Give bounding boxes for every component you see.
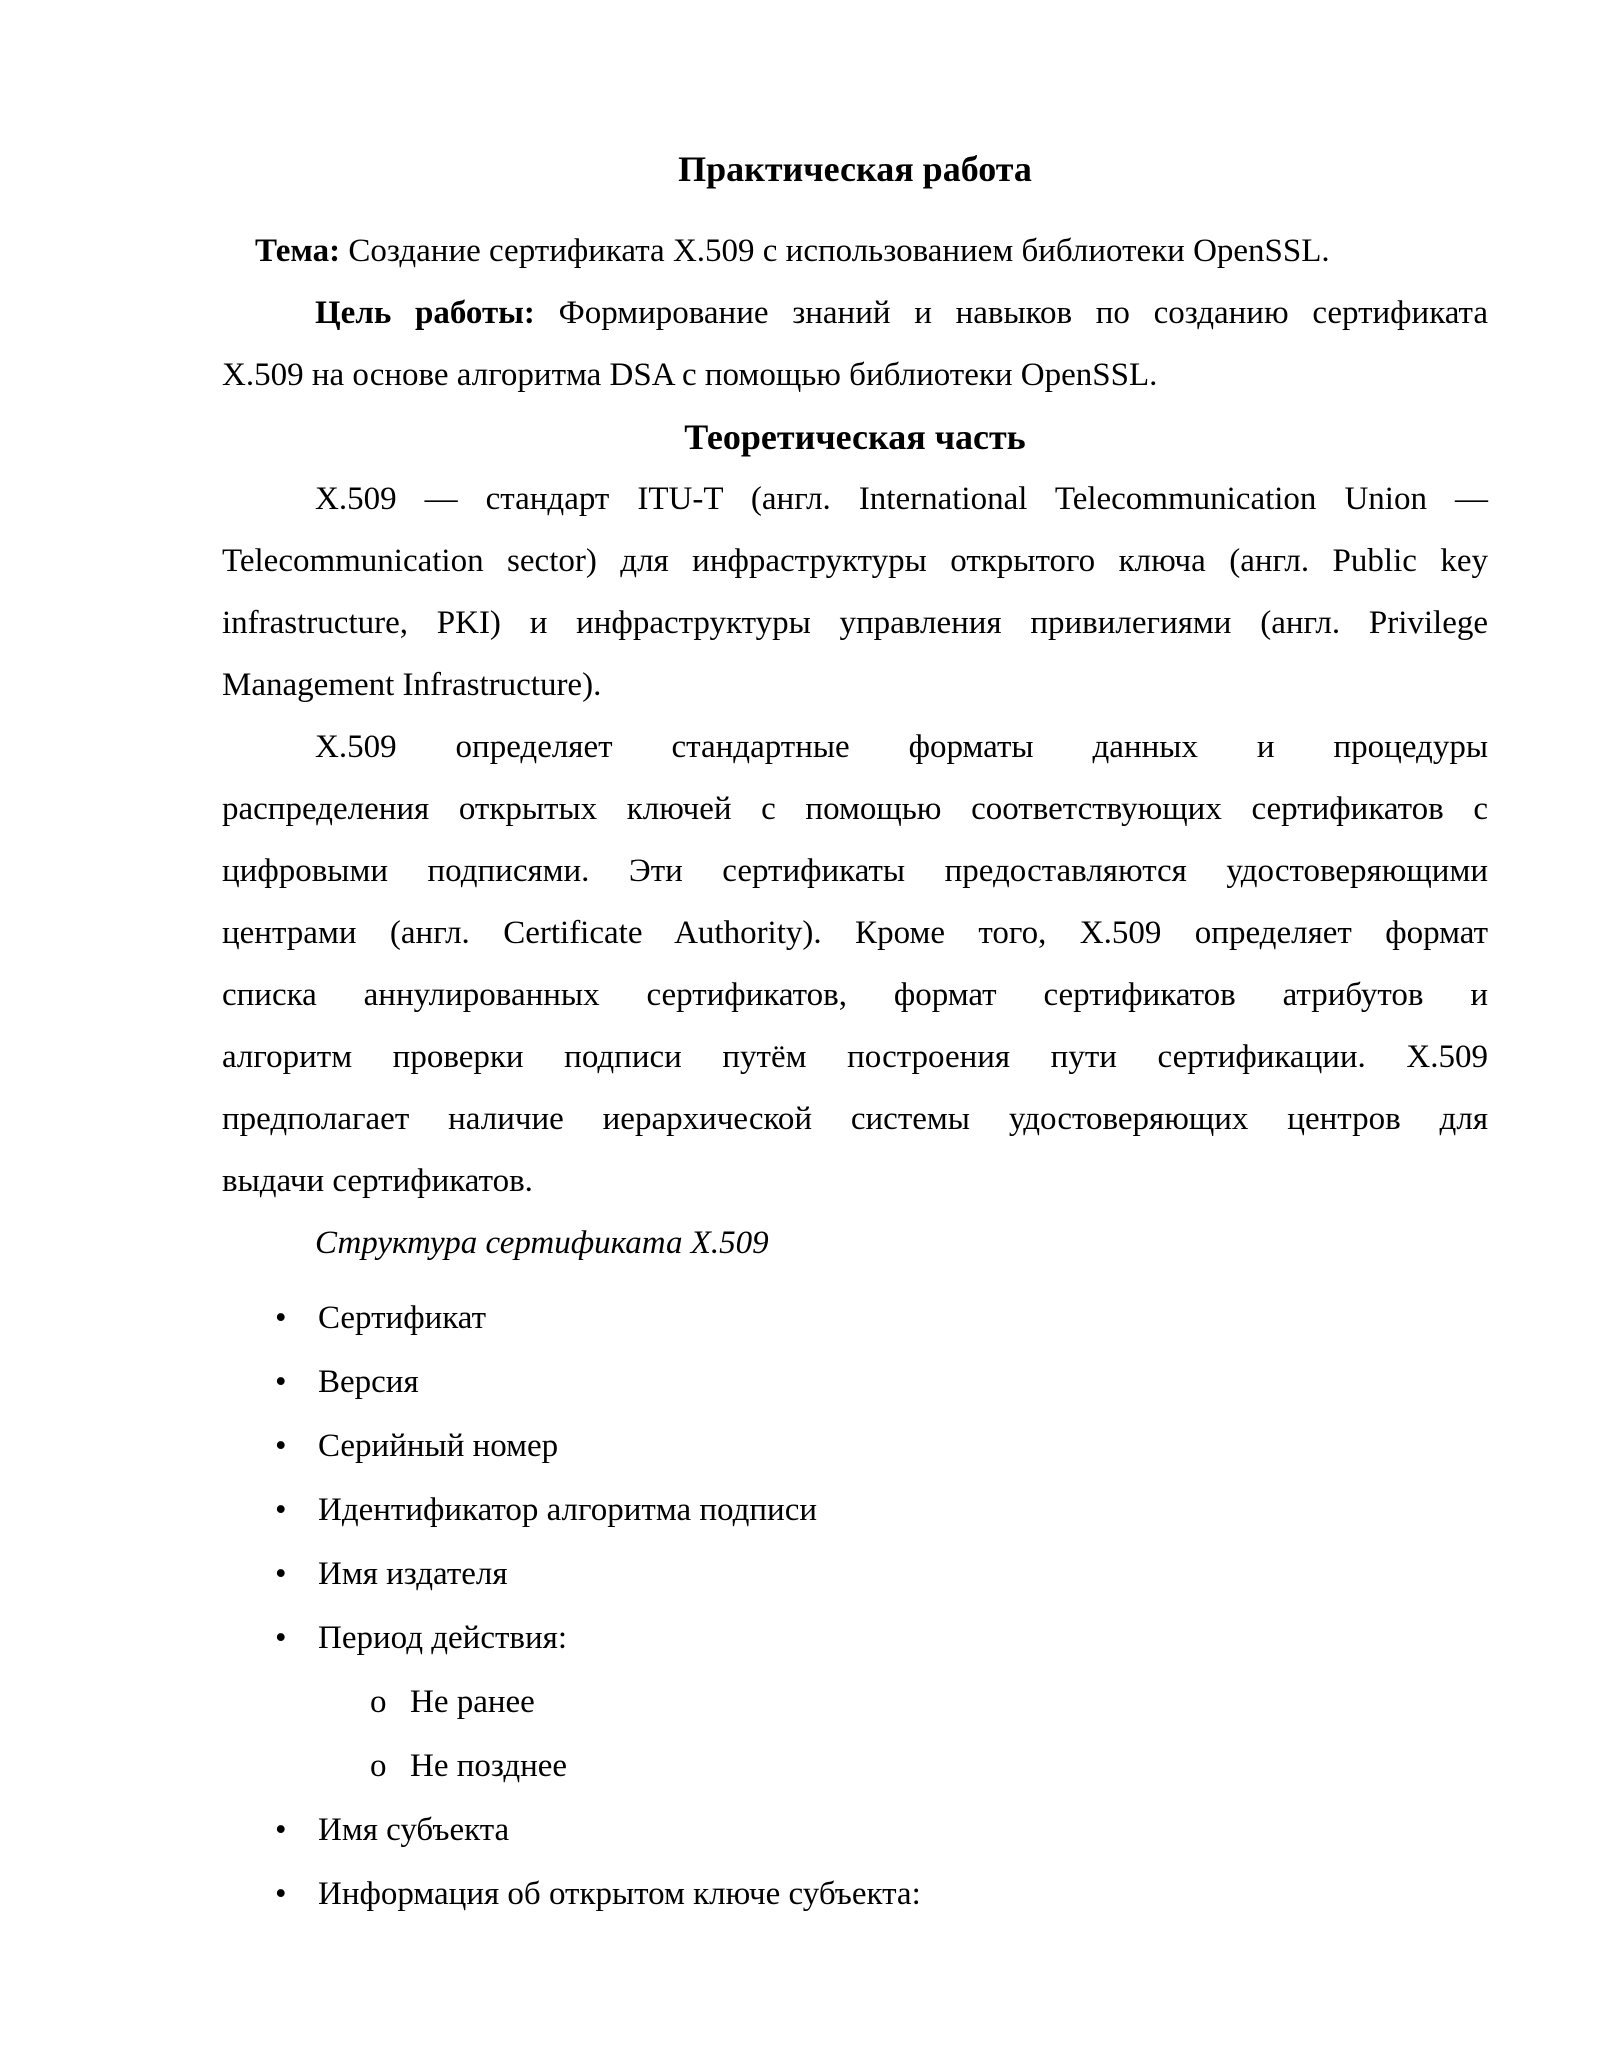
paragraph2-line: X.509 определяет стандартные форматы данных и процедуры (315, 729, 1488, 765)
list-item (222, 1606, 1488, 1670)
goal-text: Формирование знаний и навыков по созданию сертификата (534, 295, 1489, 331)
tema-label: Тема: (255, 233, 341, 269)
list-item (222, 1542, 1488, 1606)
paragraph2-line: распределения открытых ключей с помощью соответствующих сертификатов с (222, 791, 1488, 827)
list-item (222, 1862, 1488, 1926)
tema-text: Создание сертификата X.509 с использованием библиотеки OpenSSL. (340, 233, 1330, 269)
list-item (222, 1414, 1488, 1478)
paragraph1-line: infrastructure, PKI) и инфраструктуры управления привилегиями (англ. Privilege (222, 605, 1488, 641)
sub-list-item (222, 1670, 1488, 1734)
goal-label: Цель работы: (315, 295, 535, 331)
tema-line (222, 220, 1488, 282)
list-item-label: Идентификатор алгоритма подписи (318, 1492, 817, 1528)
section-heading: Теоретическая часть (684, 417, 1026, 457)
sub-bullet-icon: o (370, 1748, 387, 1784)
document-title: Практическая работа (678, 149, 1032, 189)
list-item-label: Информация об открытом ключе субъекта: (318, 1876, 921, 1912)
paragraph2-line: выдачи сертификатов. (222, 1163, 533, 1199)
list-item-label: Имя издателя (318, 1556, 508, 1592)
bullet-icon: • (275, 1364, 287, 1400)
bullet-icon: • (275, 1492, 287, 1528)
paragraph1-line: Management Infrastructure). (222, 667, 602, 703)
certificate-structure-list (222, 1286, 1488, 1926)
sub-list-item (222, 1734, 1488, 1798)
sub-bullet-icon: o (370, 1684, 387, 1720)
bullet-icon: • (275, 1300, 287, 1336)
paragraph2-line: цифровыми подписями. Эти сертификаты предоставляются удостоверяющими (222, 853, 1488, 889)
goal-line-2: X.509 на основе алгоритма DSA с помощью библиотеки OpenSSL. (222, 357, 1158, 393)
list-item-label: Имя субъекта (318, 1812, 510, 1848)
paragraph2-line: списка аннулированных сертификатов, формат сертификатов атрибутов и (222, 977, 1488, 1013)
paragraph2-line: центрами (англ. Certificate Authority). Кроме того, X.509 определяет формат (222, 915, 1488, 951)
list-item-label: Период действия: (318, 1620, 567, 1656)
bullet-icon: • (275, 1428, 287, 1464)
bullet-icon: • (275, 1876, 287, 1912)
bullet-icon: • (275, 1812, 287, 1848)
sub-list-item-label: Не позднее (410, 1748, 568, 1784)
paragraph2-line: предполагает наличие иерархической системы удостоверяющих центров для (222, 1101, 1488, 1137)
list-item (222, 1286, 1488, 1350)
structure-caption: Структура сертификата X.509 (315, 1225, 769, 1261)
list-item (222, 1478, 1488, 1542)
paragraph1-line: X.509 — стандарт ITU-T (англ. International Telecommunication Union — (315, 481, 1488, 517)
sub-list-item-label: Не ранее (410, 1684, 535, 1720)
list-item-label: Серийный номер (318, 1428, 559, 1464)
bullet-icon: • (275, 1620, 287, 1656)
paragraph2-line: алгоритм проверки подписи путём построения пути сертификации. X.509 (222, 1039, 1488, 1075)
list-item-label: Версия (318, 1364, 419, 1400)
list-item (222, 1350, 1488, 1414)
paragraph1-line: Telecommunication sector) для инфраструктуры открытого ключа (англ. Public key (222, 543, 1488, 579)
list-item (222, 1798, 1488, 1862)
bullet-icon: • (275, 1556, 287, 1592)
goal-line-1 (222, 282, 1488, 344)
list-item-label: Сертификат (318, 1300, 486, 1336)
